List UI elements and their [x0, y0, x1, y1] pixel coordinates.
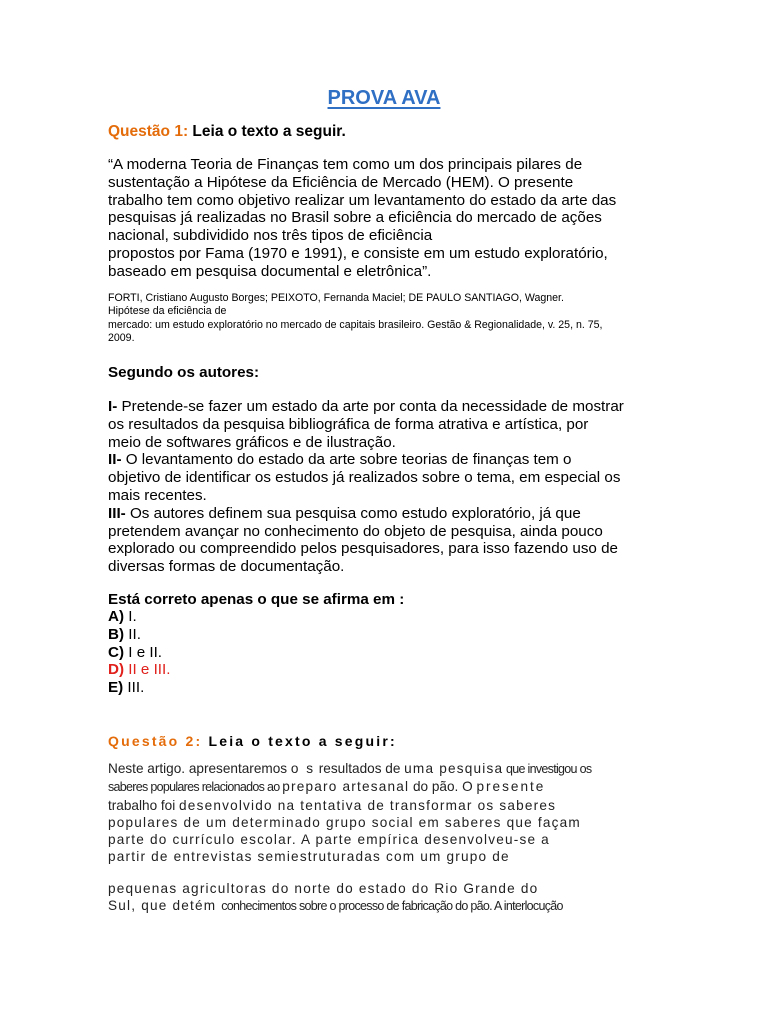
statement-label: I-: [108, 398, 118, 415]
question-1-number: Questão 1:: [108, 123, 189, 140]
reference-line: mercado: um estudo exploratório no mercado de capitais brasileiro. Gestão & Regionalidade, v. 25, n. 75,: [108, 318, 603, 331]
statement-line: explorado ou compreendido pelos pesquisadores, para isso fazendo uso de: [108, 540, 618, 558]
text-line: Sul, que detém conhecimentos sobre o processo de fabricação do pão. A interlocução: [108, 898, 563, 914]
statement-list: [108, 398, 668, 576]
statement-line: diversas formas de documentação.: [108, 558, 345, 576]
statement-line: mais recentes.: [108, 486, 207, 504]
text-line: trabalho foi desenvolvido na tentativa de transformar os saberes: [108, 797, 557, 813]
reference-line: FORTI, Cristiano Augusto Borges; PEIXOTO, Fernanda Maciel; DE PAULO SANTIAGO, Wagner.: [108, 292, 564, 304]
question-2-number: Questão 2:: [108, 733, 203, 749]
text-line: Neste artigo. apresentaremos o s resultados de uma pesquisa que investigou os: [108, 761, 592, 776]
reference-line: Hipótese da eficiência de: [108, 305, 227, 318]
statement-line: os resultados da pesquisa bibliográfica de forma atrativa e artística, por: [108, 415, 589, 433]
statement-line: II- O levantamento do estado da arte sobre teorias de finanças tem o: [108, 451, 572, 469]
segundo-heading: Segundo os autores:: [108, 364, 260, 381]
quote-line: nacional, subdividido nos três tipos de eficiência: [108, 227, 433, 245]
quote-line: baseado em pesquisa documental e eletrônica”.: [108, 262, 432, 280]
question-1-reference: [108, 292, 668, 345]
page-title: PROVA AVA: [327, 87, 441, 109]
statement-label: III-: [108, 504, 126, 522]
quote-line: “A moderna Teoria de Finanças tem como um dos principais pilares de: [108, 156, 583, 173]
question-1-prompt: Está correto apenas o que se afirma em :: [108, 591, 405, 608]
statement-line: III- Os autores definem sua pesquisa como estudo exploratório, já que: [108, 504, 581, 522]
option-d-highlighted: D) II e III.: [108, 661, 171, 679]
reference-line: 2009.: [108, 331, 135, 344]
statement-line: meio de softwares gráficos e de ilustração.: [108, 433, 396, 451]
option-a: A) I.: [108, 608, 137, 625]
text-line: partir de entrevistas semiestruturadas com um grupo de: [108, 849, 510, 865]
text-line: saberes populares relacionados ao preparo artesanal do pão. O presente: [108, 779, 546, 795]
option-b: B) II.: [108, 625, 141, 643]
text-line: pequenas agricultoras do norte do estado do Rio Grande do: [108, 880, 539, 896]
quote-line: trabalho tem como objetivo realizar um levantamento do estado da arte das: [108, 191, 617, 209]
option-e: E) III.: [108, 679, 145, 697]
text-line: populares de um determinado grupo social em saberes que façam: [108, 814, 581, 830]
statement-line: objetivo de identificar os estudos já realizados sobre o tema, em especial os: [108, 469, 621, 487]
question-1-heading: [108, 123, 346, 141]
question-2-text: [108, 760, 668, 915]
question-1-instruction: Leia o texto a seguir.: [192, 123, 346, 140]
statement-line: I- Pretende-se fazer um estado da arte por conta da necessidade de mostrar: [108, 398, 624, 415]
question-2-instruction: Leia o texto a seguir:: [208, 733, 397, 749]
quote-line: sustentação a Hipótese da Eficiência de Mercado (HEM). O presente: [108, 173, 574, 191]
question-2-heading: [108, 733, 397, 749]
text-line: parte do currículo escolar. A parte empírica desenvolveu-se a: [108, 832, 550, 848]
answer-options: [108, 608, 170, 697]
quote-line: propostos por Fama (1970 e 1991), e consiste em um estudo exploratório,: [108, 244, 608, 262]
quote-line: pesquisas já realizadas no Brasil sobre a eficiência do mercado de ações: [108, 209, 602, 227]
question-1-quote: [108, 156, 668, 281]
statement-line: pretendem avançar no conhecimento do objeto de pesquisa, ainda pouco: [108, 522, 603, 540]
statement-label: II-: [108, 451, 122, 469]
option-c: C) I e II.: [108, 643, 163, 661]
